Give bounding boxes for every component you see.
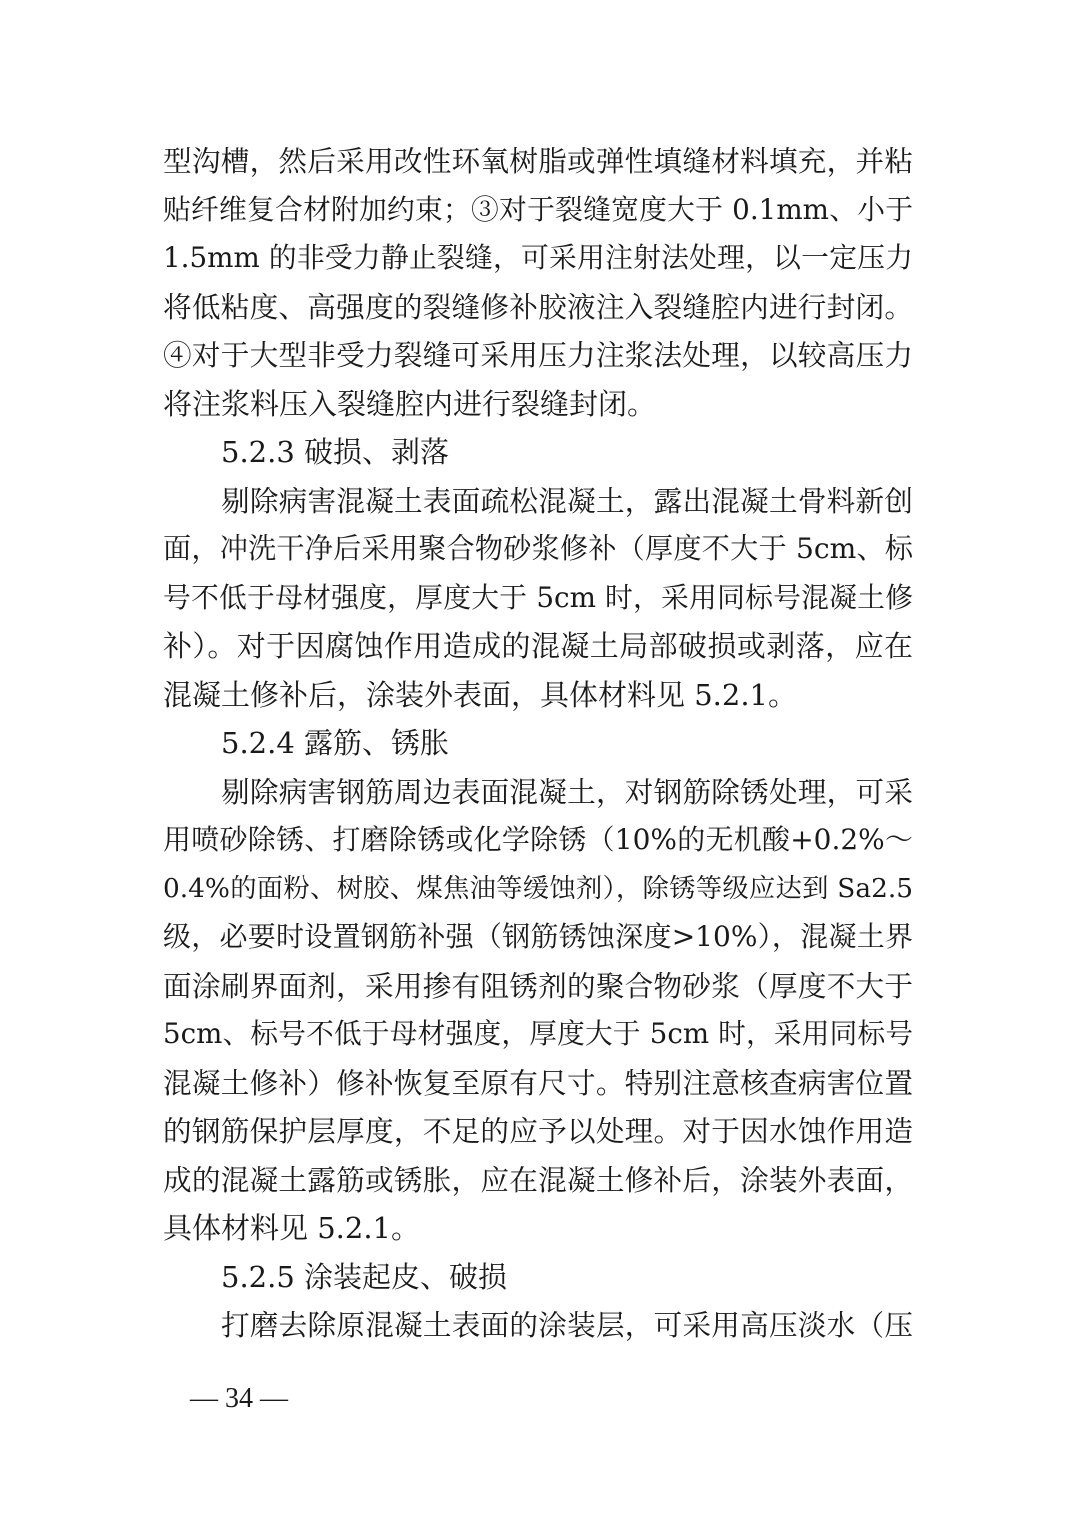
section-heading-5-2-4: 5.2.4 露筋、锈胀 <box>221 726 450 760</box>
section-heading-5-2-3: 5.2.3 破损、剥落 <box>221 435 450 469</box>
text-line: 5cm、标号不低于母材强度，厚度大于 5cm 时，采用同标号 <box>163 1017 913 1050</box>
text-line: 剔除病害混凝土表面疏松混凝土，露出混凝土骨料新创 <box>221 483 913 518</box>
text-line: 补）。对于因腐蚀作用造成的混凝土局部破损或剥落，应在 <box>163 629 913 663</box>
text-line: 用喷砂除锈、打磨除锈或化学除锈（10%的无机酸+0.2%～ <box>163 823 913 856</box>
text-line: 0.4%的面粉、树胶、煤焦油等缓蚀剂），除锈等级应达到 Sa2.5 <box>163 873 913 904</box>
text-line: 号不低于母材强度，厚度大于 5cm 时，采用同标号混凝土修 <box>163 580 913 614</box>
text-line: 混凝土修补后，涂装外表面，具体材料见 5.2.1。 <box>163 677 798 712</box>
section-heading-5-2-5: 5.2.5 涂装起皮、破损 <box>221 1259 508 1294</box>
paragraph-coating-peeling <box>163 1301 913 1350</box>
document-page <box>163 137 913 1350</box>
text-line: 面涂刷界面剂，采用掺有阻锈剂的聚合物砂浆（厚度不大于 <box>163 968 913 1003</box>
text-line: 成的混凝土露筋或锈胀，应在混凝土修补后，涂装外表面， <box>163 1162 913 1197</box>
paragraph-spalling <box>163 477 913 720</box>
text-line: 具体材料见 5.2.1。 <box>163 1211 421 1245</box>
text-line: 的钢筋保护层厚度，不足的应予以处理。对于因水蚀作用造 <box>163 1114 913 1148</box>
text-line: 混凝土修补）修补恢复至原有尺寸。特别注意核查病害位置 <box>163 1065 913 1100</box>
text-line: 将注浆料压入裂缝腔内进行裂缝封闭。 <box>163 386 657 421</box>
page-number: — 34 — <box>190 1383 288 1414</box>
text-line: 将低粘度、高强度的裂缝修补胶液注入裂缝腔内进行封闭。 <box>163 289 913 324</box>
text-line: 剔除病害钢筋周边表面混凝土，对钢筋除锈处理，可采 <box>221 774 913 809</box>
text-line: 贴纤维复合材附加约束；③对于裂缝宽度大于 0.1mm、小于 <box>163 192 913 226</box>
paragraph-exposed-rebar <box>163 768 913 1253</box>
text-line: 面，冲洗干净后采用聚合物砂浆修补（厚度不大于 5cm、标 <box>163 532 913 565</box>
text-line: 1.5mm 的非受力静止裂缝，可采用注射法处理，以一定压力 <box>163 241 913 274</box>
text-line: ④对于大型非受力裂缝可采用压力注浆法处理，以较高压力 <box>163 338 913 372</box>
text-line: 型沟槽，然后采用改性环氧树脂或弹性填缝材料填充，并粘 <box>163 144 913 178</box>
paragraph-crack-repair-continued <box>163 137 913 428</box>
text-line: 打磨去除原混凝土表面的涂装层，可采用高压淡水（压 <box>221 1308 913 1342</box>
text-line: 级，必要时设置钢筋补强（钢筋锈蚀深度>10%），混凝土界 <box>163 920 913 953</box>
